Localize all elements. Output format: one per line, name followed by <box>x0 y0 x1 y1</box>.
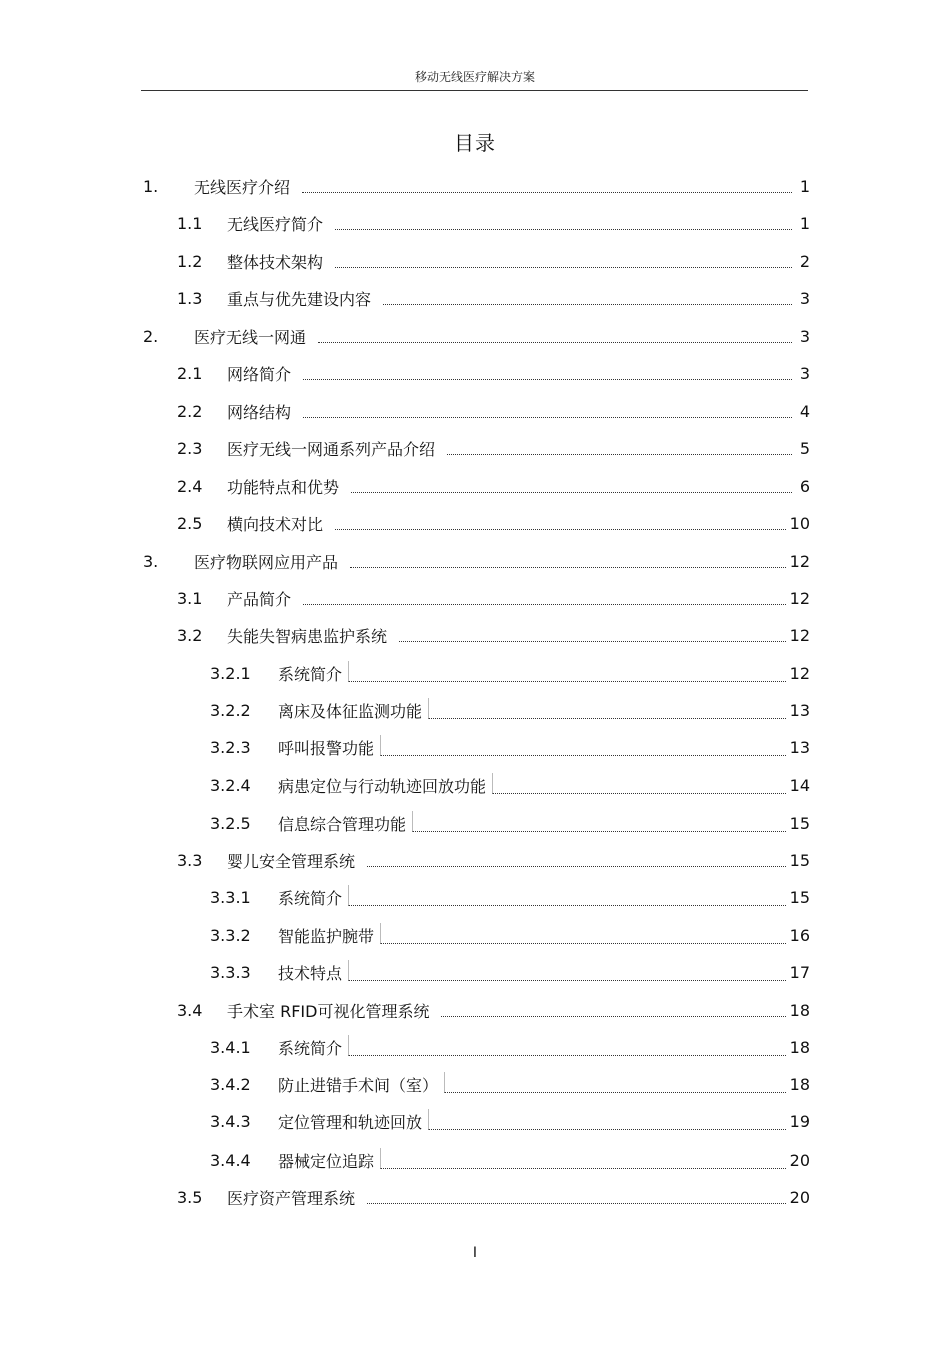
toc-dot-leader <box>367 866 786 867</box>
toc-entry-page: 12 <box>789 663 810 683</box>
toc-entry-number: 2.2 <box>177 401 203 421</box>
toc-entry-number: 2.4 <box>177 476 203 496</box>
toc-entry[interactable] <box>177 360 810 386</box>
toc-entry-title: 功能特点和优势 <box>227 477 340 497</box>
toc-entry-title: 医疗资产管理系统 <box>227 1188 356 1208</box>
toc-dot-leader <box>444 1072 786 1093</box>
toc-entry-title: 整体技术架构 <box>227 252 324 272</box>
toc-entry-number: 3.2.3 <box>210 737 251 757</box>
toc-entry[interactable] <box>210 772 810 798</box>
toc-entry-title: 医疗物联网应用产品 <box>194 552 339 572</box>
toc-entry-title: 无线医疗介绍 <box>194 177 291 197</box>
toc-entry-page: 10 <box>789 513 810 533</box>
toc-entry[interactable] <box>210 810 810 836</box>
toc-dot-leader <box>428 698 786 719</box>
toc-entry-page: 20 <box>789 1150 810 1170</box>
toc-entry-title: 智能监护腕带 <box>278 926 375 946</box>
toc-entry-page: 12 <box>789 588 810 608</box>
toc-entry-page: 18 <box>789 1000 810 1020</box>
toc-entry[interactable] <box>210 1147 810 1173</box>
toc-entry-page: 15 <box>789 850 810 870</box>
toc-dot-leader <box>348 1035 786 1056</box>
toc-entry[interactable] <box>210 1108 810 1134</box>
toc-entry-page: 13 <box>789 700 810 720</box>
toc-entry[interactable] <box>210 1071 810 1097</box>
toc-dot-leader <box>302 192 792 193</box>
toc-entry-title: 网络结构 <box>227 402 292 422</box>
toc-dot-leader <box>303 379 792 380</box>
toc-entry-page: 18 <box>789 1074 810 1094</box>
toc-entry-title: 婴儿安全管理系统 <box>227 851 356 871</box>
toc-entry-page: 12 <box>789 551 810 571</box>
toc-entry-number: 3.3.2 <box>210 925 251 945</box>
toc-entry-title: 信息综合管理功能 <box>278 814 407 834</box>
toc-entry-title: 无线医疗简介 <box>227 214 324 234</box>
toc-entry[interactable] <box>210 1034 810 1060</box>
toc-entry-number: 3.4.1 <box>210 1037 251 1057</box>
toc-entry-page: 20 <box>789 1187 810 1207</box>
toc-entry-page: 1 <box>799 176 810 196</box>
toc-dot-leader <box>318 342 792 343</box>
toc-entry-page: 3 <box>799 363 810 383</box>
page-number: I <box>472 1245 478 1261</box>
toc-entry-page: 15 <box>789 887 810 907</box>
toc-entry[interactable] <box>143 548 810 574</box>
toc-entry-title: 系统简介 <box>278 664 343 684</box>
toc-entry-number: 1. <box>143 176 159 196</box>
toc-entry-number: 1.3 <box>177 288 203 308</box>
toc-title: 目录 <box>454 131 496 155</box>
toc-entry-number: 3.4.2 <box>210 1074 251 1094</box>
toc-entry-number: 1.2 <box>177 251 203 271</box>
toc-dot-leader <box>348 960 786 981</box>
toc-entry[interactable] <box>143 173 810 199</box>
toc-entry-page: 14 <box>789 775 810 795</box>
toc-entry-title: 防止进错手术间（室） <box>278 1075 439 1095</box>
toc-entry[interactable] <box>177 210 810 236</box>
running-header: 移动无线医疗解决方案 <box>414 70 535 84</box>
toc-dot-leader <box>350 567 786 568</box>
toc-entry-title: 呼叫报警功能 <box>278 738 375 758</box>
toc-entry-number: 3.2 <box>177 625 203 645</box>
toc-dot-leader <box>335 229 792 230</box>
toc-dot-leader <box>367 1203 786 1204</box>
toc-dot-leader <box>348 661 786 682</box>
toc-entry-page: 12 <box>789 625 810 645</box>
toc-entry-number: 2.5 <box>177 513 203 533</box>
toc-entry[interactable] <box>177 510 810 536</box>
toc-entry[interactable] <box>177 285 810 311</box>
toc-entry-number: 3.4.3 <box>210 1111 251 1131</box>
toc-dot-leader <box>399 641 786 642</box>
toc-entry-number: 3.1 <box>177 588 203 608</box>
toc-entry[interactable] <box>177 847 810 873</box>
toc-entry-page: 4 <box>799 401 810 421</box>
toc-dot-leader <box>380 735 786 756</box>
toc-entry[interactable] <box>210 697 810 723</box>
toc-entry-number: 2.3 <box>177 438 203 458</box>
toc-entry-page: 5 <box>799 438 810 458</box>
toc-entry-title: 病患定位与行动轨迹回放功能 <box>278 776 487 796</box>
toc-entry-number: 3.4 <box>177 1000 203 1020</box>
toc-entry[interactable] <box>177 435 810 461</box>
toc-entry-page: 2 <box>799 251 810 271</box>
toc-entry[interactable] <box>177 248 810 274</box>
toc-entry[interactable] <box>177 1184 810 1210</box>
toc-entry-number: 2. <box>143 326 159 346</box>
toc-dot-leader <box>335 529 786 530</box>
toc-entry-title: 手术室 RFID可视化管理系统 <box>227 1001 430 1021</box>
toc-dot-leader <box>351 492 792 493</box>
toc-entry-title: 技术特点 <box>278 963 343 983</box>
toc-entry-number: 3.2.5 <box>210 813 251 833</box>
toc-entry-page: 1 <box>799 213 810 233</box>
toc-entry-number: 3.3.1 <box>210 887 251 907</box>
toc-entry[interactable] <box>177 585 810 611</box>
toc-entry-number: 3.2.4 <box>210 775 251 795</box>
toc-dot-leader <box>383 304 792 305</box>
toc-entry-page: 3 <box>799 326 810 346</box>
toc-entry-number: 3.4.4 <box>210 1150 251 1170</box>
toc-entry-title: 失能失智病患监护系统 <box>227 626 388 646</box>
toc-entry-number: 3.5 <box>177 1187 203 1207</box>
toc-entry[interactable] <box>177 997 810 1023</box>
toc-dot-leader <box>447 454 792 455</box>
toc-entry-title: 系统简介 <box>278 888 343 908</box>
toc-dot-leader <box>303 604 786 605</box>
toc-entry-title: 器械定位追踪 <box>278 1151 375 1171</box>
toc-entry-number: 3.2.1 <box>210 663 251 683</box>
toc-entry-title: 重点与优先建设内容 <box>227 289 372 309</box>
toc-entry-title: 医疗无线一网通系列产品介绍 <box>227 439 436 459</box>
toc-entry[interactable] <box>210 660 810 686</box>
toc-entry-number: 3.2.2 <box>210 700 251 720</box>
toc-dot-leader <box>492 773 786 794</box>
toc-entry[interactable] <box>210 959 810 985</box>
toc-dot-leader <box>441 1016 785 1017</box>
toc-entry-title: 定位管理和轨迹回放 <box>278 1112 423 1132</box>
toc-entry[interactable] <box>210 884 810 910</box>
toc-entry-page: 19 <box>789 1111 810 1131</box>
toc-dot-leader <box>380 1148 786 1169</box>
toc-dot-leader <box>380 923 786 944</box>
toc-entry-number: 3.3.3 <box>210 962 251 982</box>
toc-entry-page: 15 <box>789 813 810 833</box>
toc-entry-page: 16 <box>789 925 810 945</box>
toc-entry[interactable] <box>210 922 810 948</box>
toc-dot-leader <box>428 1109 786 1130</box>
toc-entry-page: 17 <box>789 962 810 982</box>
toc-entry-number: 1.1 <box>177 213 203 233</box>
toc-entry[interactable] <box>177 398 810 424</box>
toc-entry-title: 系统简介 <box>278 1038 343 1058</box>
toc-entry-title: 医疗无线一网通 <box>194 327 307 347</box>
toc-entry-title: 产品简介 <box>227 589 292 609</box>
toc-entry-title: 网络简介 <box>227 364 292 384</box>
toc-entry-number: 3. <box>143 551 159 571</box>
toc-entry[interactable] <box>210 734 810 760</box>
toc-dot-leader <box>303 417 792 418</box>
toc-entry-title: 横向技术对比 <box>227 514 324 534</box>
toc-entry-page: 3 <box>799 288 810 308</box>
toc-dot-leader <box>412 811 786 832</box>
toc-entry-page: 6 <box>799 476 810 496</box>
toc-dot-leader <box>348 885 786 906</box>
toc-entry[interactable] <box>143 323 810 349</box>
toc-entry-number: 2.1 <box>177 363 203 383</box>
toc-entry[interactable] <box>177 622 810 648</box>
toc-entry-title: 离床及体征监测功能 <box>278 701 423 721</box>
toc-entry-page: 18 <box>789 1037 810 1057</box>
toc-entry-page: 13 <box>789 737 810 757</box>
toc-entry[interactable] <box>177 473 810 499</box>
toc-dot-leader <box>335 267 792 268</box>
toc-entry-number: 3.3 <box>177 850 203 870</box>
